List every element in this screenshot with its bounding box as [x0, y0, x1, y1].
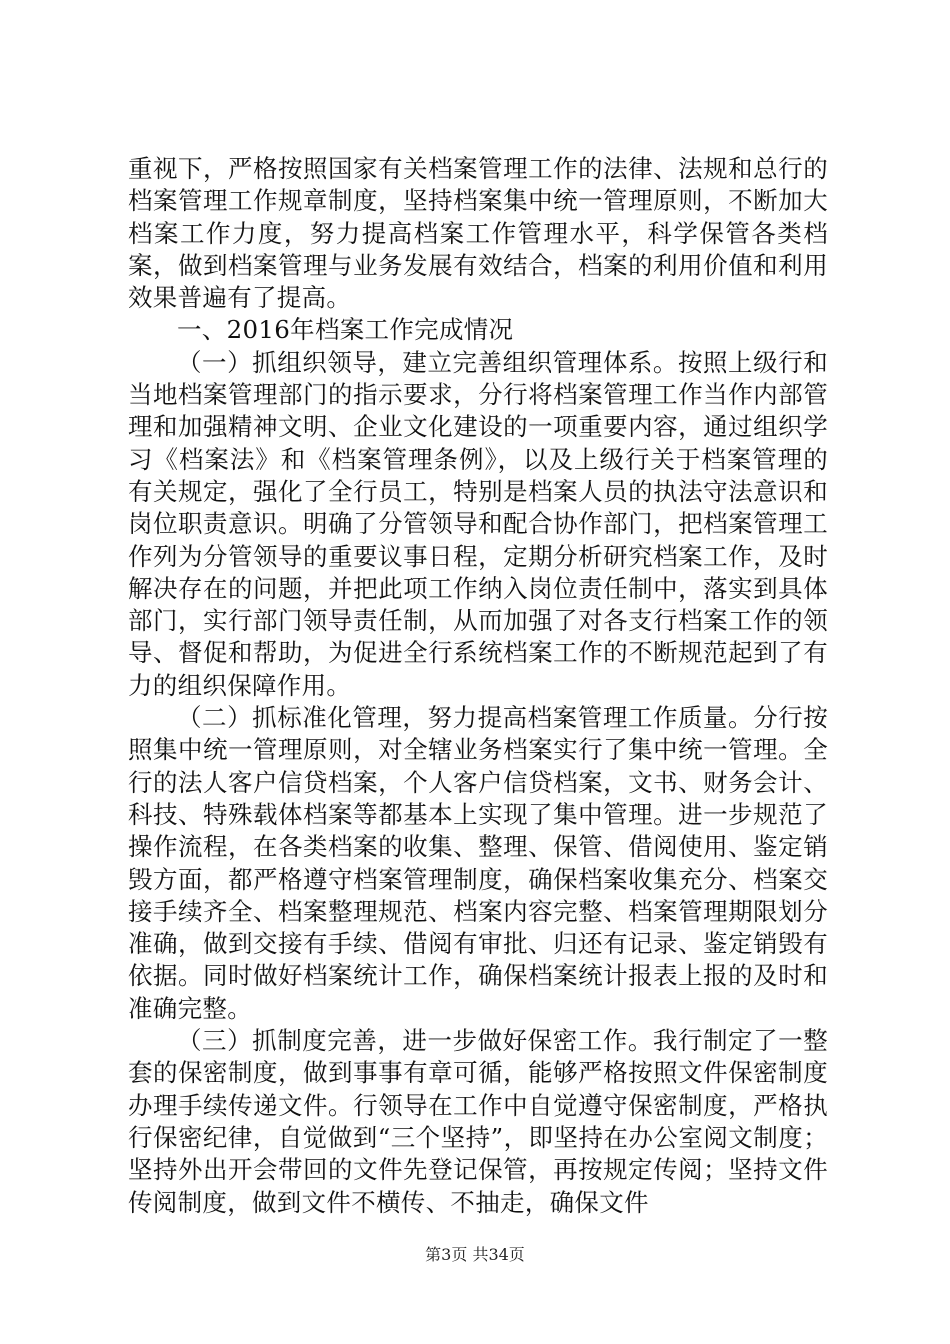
paragraph-item-1: （一）抓组织领导，建立完善组织管理体系。按照上级行和当地档案管理部门的指示要求，分行将档案管理工作当作内部管理和加强精神文明、企业文化建设的一项重要内容，通过组织学习《档案法》和《档案管理条例》，以及上级行关于档案管理的有关规定，强化了全行员工，特别是档案人员的执法守法意识和岗位职责意识。明确了分管领导和配合协作部门，把档案管理工作列为分管领导的重要议事日程，定期分析研究档案工作，及时解决存在的问题，并把此项工作纳入岗位责任制中，落实到具体部门，实行部门领导责任制，从而加强了对各支行档案工作的领导、督促和帮助，为促进全行系统档案工作的不断规范起到了有力的组织保障作用。: [128, 347, 828, 700]
paragraph-item-3: （三）抓制度完善，进一步做好保密工作。我行制定了一整套的保密制度，做到事事有章可循，能够严格按照文件保密制度办理手续传递文件。行领导在工作中自觉遵守保密制度，严格执行保密纪律，自觉做到“三个坚持”，即坚持在办公室阅文制度；坚持外出开会带回的文件先登记保管，再按规定传阅；坚持文件传阅制度，做到文件不横传、不抽走，确保文件: [128, 1026, 828, 1217]
paragraph-intro-continued: 重视下，严格按照国家有关档案管理工作的法律、法规和总行的档案管理工作规章制度，坚持档案集中统一管理原则，不断加大档案工作力度，努力提高档案工作管理水平，科学保管各类档案，做到档案管理与业务发展有效结合，档案的利用价值和利用效果普遍有了提高。: [128, 154, 828, 313]
document-body: [128, 153, 828, 1219]
paragraph-item-2: （二）抓标准化管理，努力提高档案管理工作质量。分行按照集中统一管理原则，对全辖业务档案实行了集中统一管理。全行的法人客户信贷档案，个人客户信贷档案，文书、财务会计、科技、特殊载体档案等都基本上实现了集中管理。进一步规范了操作流程，在各类档案的收集、整理、保管、借阅使用、鉴定销毁方面，都严格遵守档案管理制度，确保档案收集充分、档案交接手续齐全、档案整理规范、档案内容完整、档案管理期限划分准确，做到交接有手续、借阅有审批、归还有记录、鉴定销毁有依据。同时做好档案统计工作，确保档案统计报表上报的及时和准确完整。: [128, 703, 828, 1023]
section-heading-1: 一、2016年档案工作完成情况: [177, 315, 514, 345]
page-number-footer: 第3页 共34页: [425, 1245, 525, 1264]
